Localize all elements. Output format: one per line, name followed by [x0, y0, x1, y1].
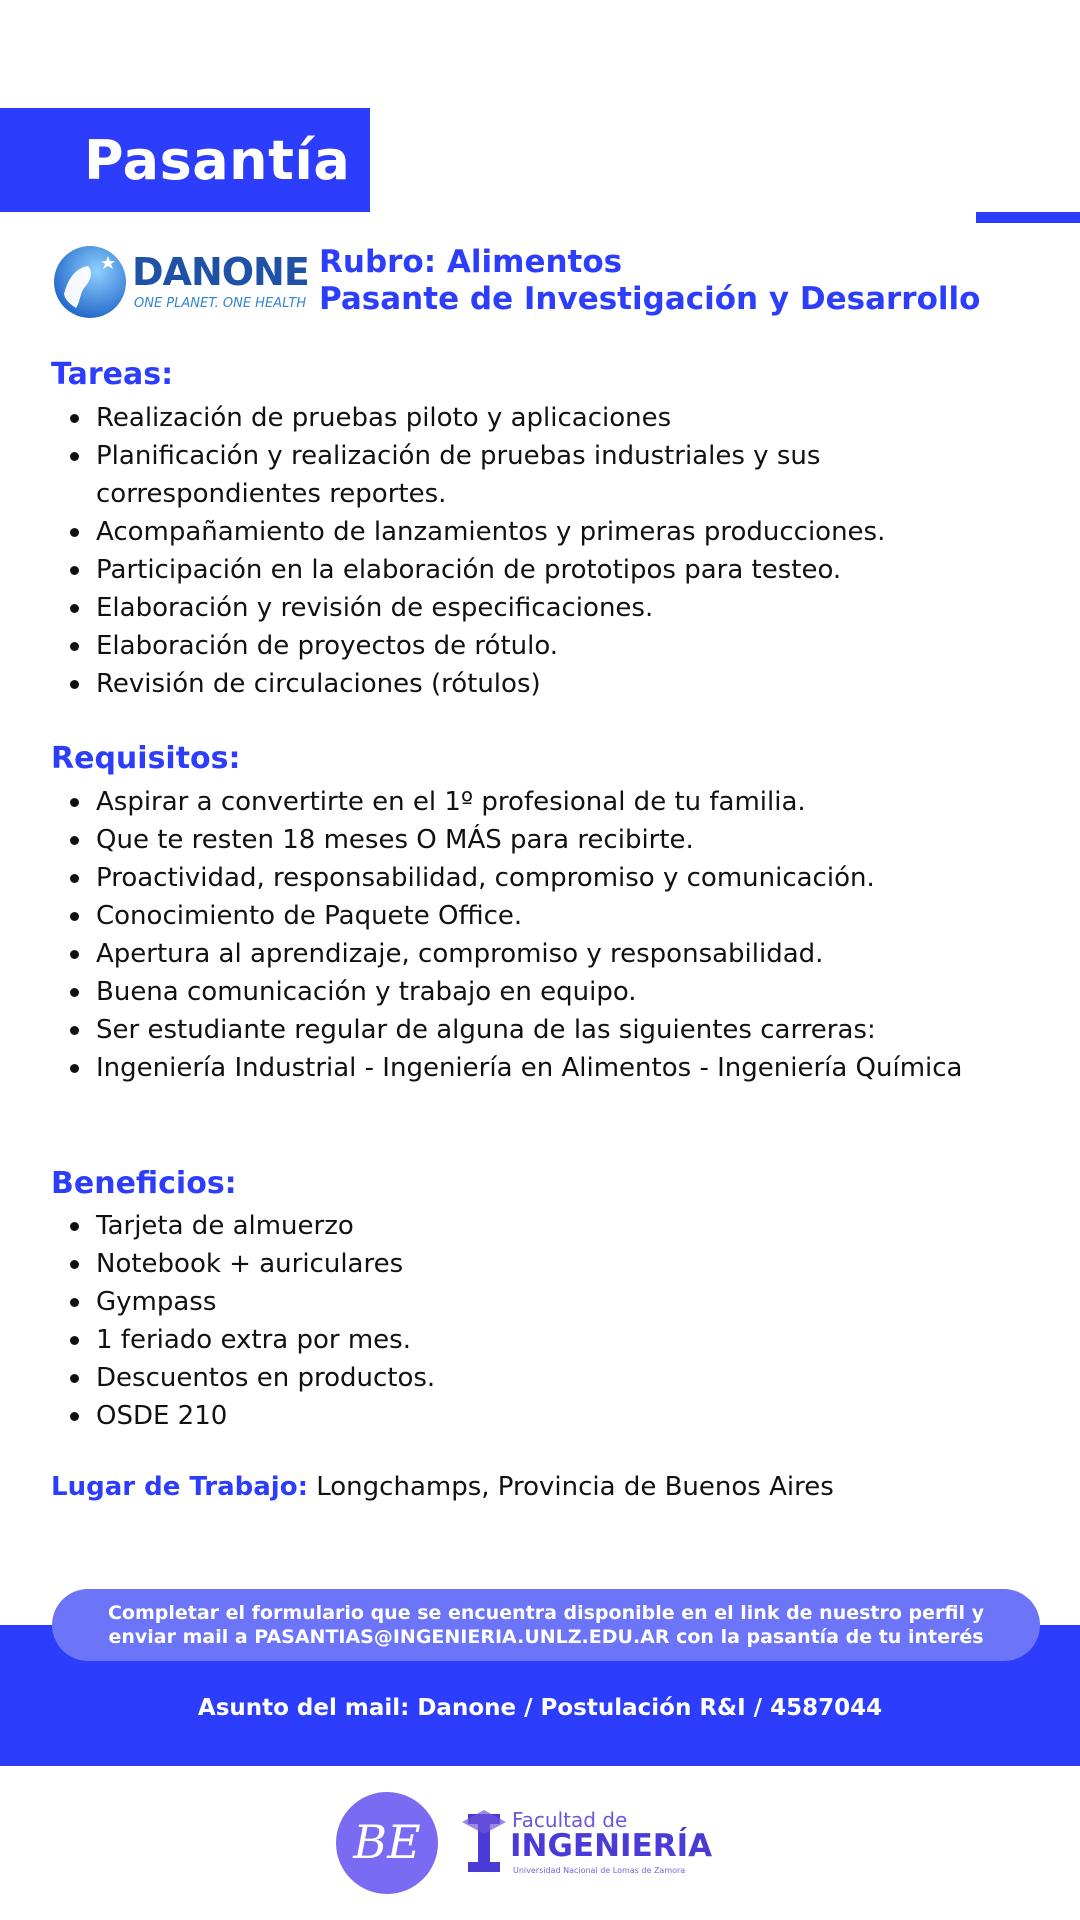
- faculty-line-1: Facultad de: [512, 1808, 628, 1832]
- page-title: Pasantía: [84, 128, 351, 192]
- list-item: Revisión de circulaciones (rótulos): [50, 665, 970, 703]
- beneficios-heading: Beneficios:: [51, 1166, 237, 1201]
- list-item: Conocimiento de Paquete Office.: [50, 897, 970, 935]
- danone-wordmark: DANONE: [132, 250, 309, 294]
- rubro-line: Rubro: Alimentos: [319, 244, 623, 280]
- requisitos-heading: Requisitos:: [51, 741, 241, 776]
- danone-logo: [50, 242, 309, 322]
- be-logo-text: BE: [353, 1815, 421, 1869]
- lugar-label: Lugar de Trabajo:: [51, 1472, 308, 1502]
- tareas-list: [50, 399, 970, 703]
- lugar-value: Longchamps, Provincia de Buenos Aires: [316, 1472, 834, 1502]
- be-logo: [336, 1792, 438, 1894]
- instructions-line: Completar el formulario que se encuentra disponible en el link de nuestro perfil y: [107, 1602, 985, 1624]
- lugar-de-trabajo: [51, 1472, 834, 1502]
- decorative-rule: [976, 212, 1080, 223]
- list-item: Descuentos en productos.: [50, 1359, 970, 1397]
- list-item: Acompañamiento de lanzamientos y primeras producciones.: [50, 513, 970, 551]
- instructions-line: enviar mail a PASANTIAS@INGENIERIA.UNLZ.EDU.AR con la pasantía de tu interés: [108, 1626, 984, 1648]
- list-item: Que te resten 18 meses O MÁS para recibirte.: [50, 821, 970, 859]
- list-item: Tarjeta de almuerzo: [50, 1207, 970, 1245]
- faculty-line-3: Universidad Nacional de Lomas de Zamora: [513, 1866, 686, 1875]
- list-item: Planificación y realización de pruebas industriales y sus correspondientes reportes.: [50, 437, 970, 513]
- list-item: Proactividad, responsabilidad, compromiso y comunicación.: [50, 859, 970, 897]
- title-banner: [0, 108, 370, 212]
- requisitos-list: [50, 783, 970, 1087]
- list-item: Ingeniería Industrial - Ingeniería en Alimentos - Ingeniería Química: [50, 1049, 970, 1087]
- faculty-line-2: INGENIERÍA: [510, 1828, 713, 1864]
- danone-globe-icon: [50, 242, 130, 322]
- list-item: 1 feriado extra por mes.: [50, 1321, 970, 1359]
- list-item: Ser estudiante regular de alguna de las siguientes carreras:: [50, 1011, 970, 1049]
- list-item: OSDE 210: [50, 1397, 970, 1435]
- mail-subject: Asunto del mail: Danone / Postulación R&I / 4587044: [197, 1695, 883, 1721]
- list-item: Notebook + auriculares: [50, 1245, 970, 1283]
- list-item: Buena comunicación y trabajo en equipo.: [50, 973, 970, 1011]
- danone-tagline: ONE PLANET. ONE HEALTH: [134, 296, 307, 311]
- list-item: Elaboración y revisión de especificaciones.: [50, 589, 970, 627]
- list-item: Participación en la elaboración de prototipos para testeo.: [50, 551, 970, 589]
- beneficios-list: [50, 1207, 970, 1435]
- list-item: Realización de pruebas piloto y aplicaciones: [50, 399, 970, 437]
- be-circle-icon: [336, 1792, 438, 1894]
- instructions-pill: [52, 1589, 1040, 1661]
- faculty-emblem-icon: [462, 1810, 506, 1876]
- tareas-heading: Tareas:: [51, 357, 174, 392]
- list-item: Elaboración de proyectos de rótulo.: [50, 627, 970, 665]
- list-item: Apertura al aprendizaje, compromiso y responsabilidad.: [50, 935, 970, 973]
- list-item: Aspirar a convertirte en el 1º profesional de tu familia.: [50, 783, 970, 821]
- position-line: Pasante de Investigación y Desarrollo: [319, 281, 981, 317]
- list-item: Gympass: [50, 1283, 970, 1321]
- job-headline: [319, 244, 980, 318]
- faculty-logo: [462, 1808, 722, 1880]
